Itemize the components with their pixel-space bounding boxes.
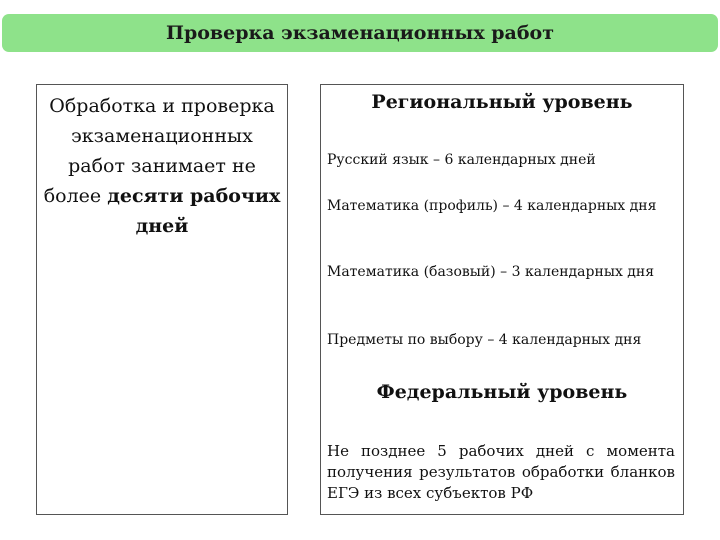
- page-title: Проверка экзаменационных работ: [166, 22, 554, 44]
- regional-level-heading: Региональный уровень: [371, 91, 633, 113]
- regional-item-russian: Русский язык – 6 календарных дней: [327, 152, 596, 168]
- processing-time-text-regular: Обработка и проверка экзаменационных работ занимает не более: [43, 95, 275, 207]
- processing-time-text: [43, 91, 281, 241]
- federal-level-heading: Федеральный уровень: [376, 381, 628, 403]
- processing-time-text-bold: десяти рабочих дней: [107, 185, 281, 237]
- regional-item-math-profile: Математика (профиль) – 4 календарных дня: [327, 198, 657, 214]
- levels-box: [320, 84, 684, 515]
- federal-level-text: Не позднее 5 рабочих дней с момента получения результатов обработки бланков ЕГЭ из всех субъектов РФ: [327, 442, 675, 502]
- processing-time-box: [36, 84, 288, 515]
- regional-item-electives: Предметы по выбору – 4 календарных дня: [327, 332, 642, 348]
- title-bar: [2, 14, 718, 52]
- regional-item-math-basic: Математика (базовый) – 3 календарных дня: [327, 264, 655, 280]
